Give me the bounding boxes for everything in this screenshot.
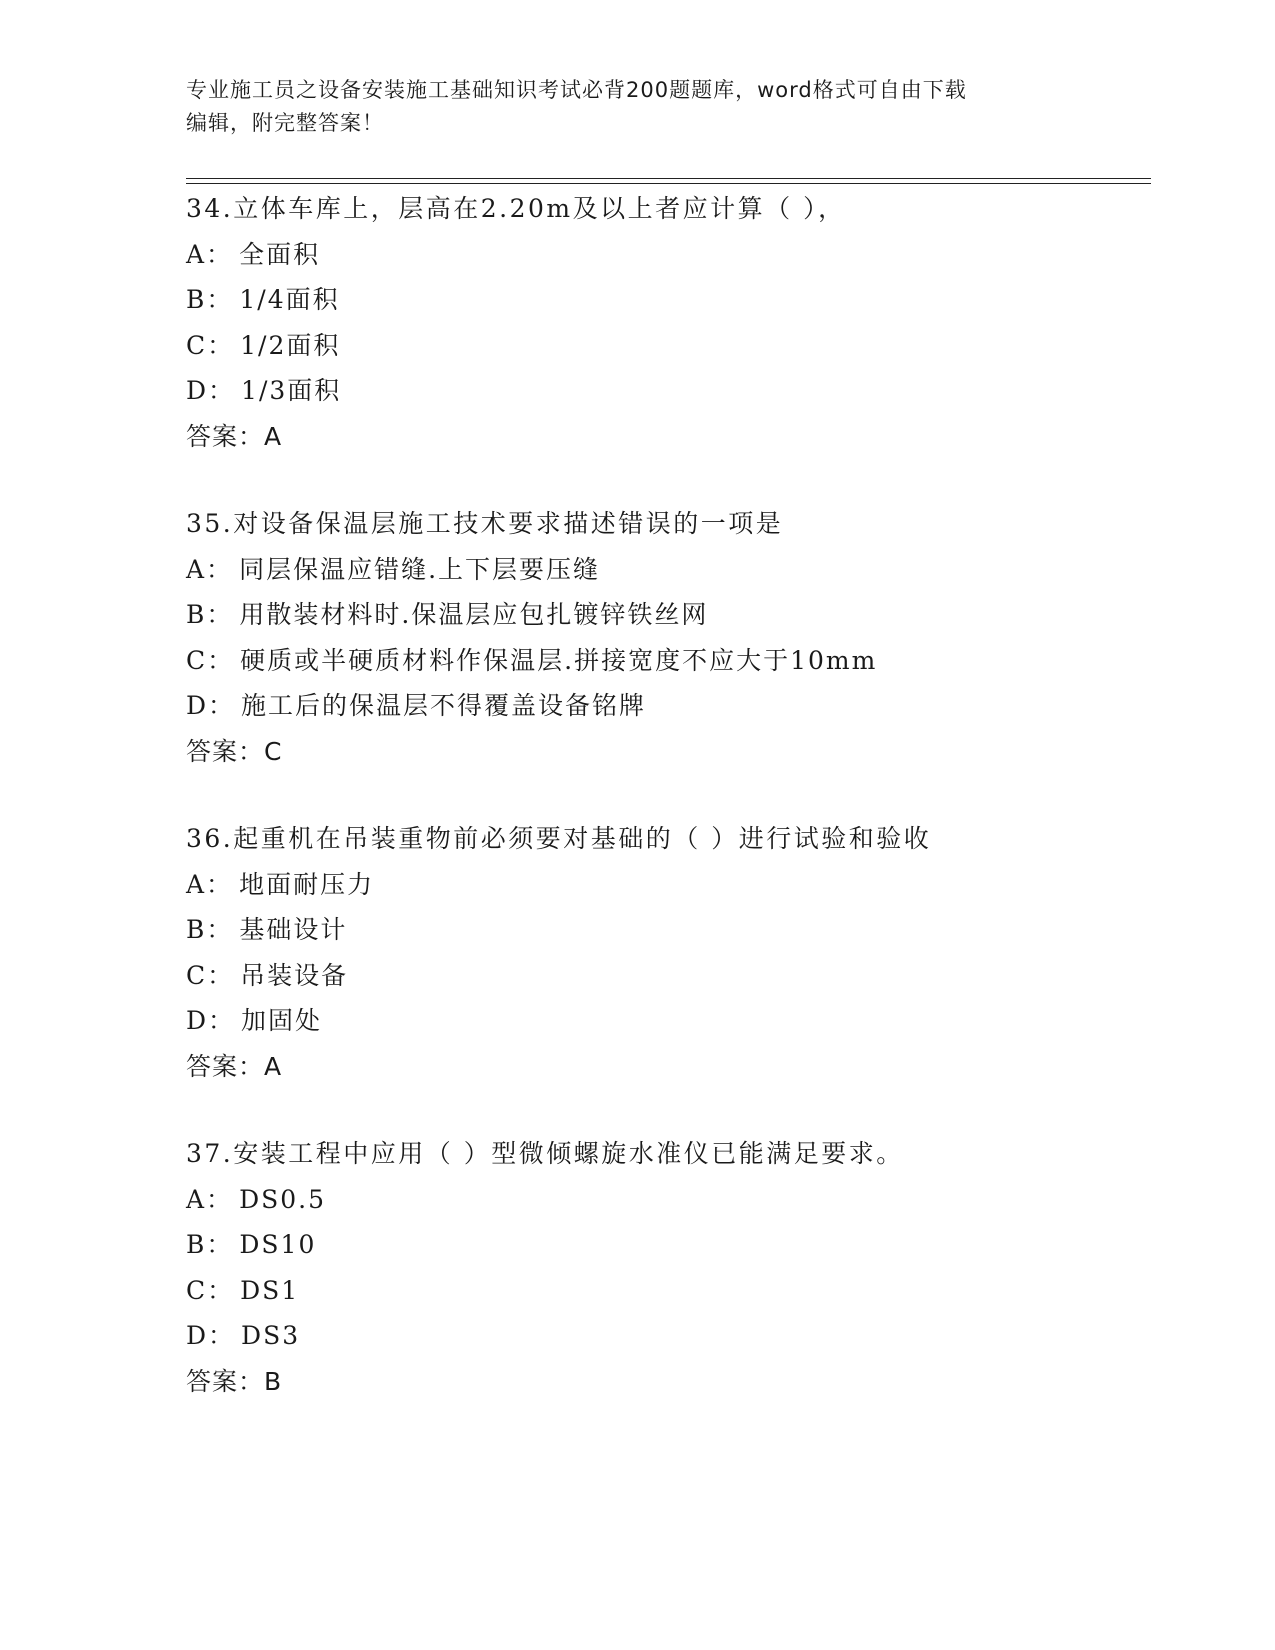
- option-c: [186, 1268, 1146, 1314]
- option-key: A：: [186, 239, 234, 269]
- option-text: 施工后的保温层不得覆盖设备铭牌: [241, 691, 647, 720]
- option-key: D：: [186, 1321, 236, 1350]
- option-key: C：: [186, 645, 235, 675]
- option-key: C：: [186, 1275, 235, 1305]
- option-key: D：: [186, 376, 236, 405]
- option-b: [186, 1222, 1146, 1268]
- question-stem: 35.对设备保温层施工技术要求描述错误的一项是: [186, 509, 784, 538]
- option-key: D：: [186, 691, 236, 720]
- option-key: B：: [186, 285, 234, 314]
- option-key: C：: [186, 330, 235, 360]
- document-header: [186, 74, 1086, 140]
- header-divider-bottom: [186, 183, 1151, 184]
- option-a: [186, 547, 1146, 593]
- question-stem: 36.起重机在吊装重物前必须要对基础的（ ）进行试验和验收: [186, 824, 932, 853]
- question-34: [186, 186, 1146, 459]
- option-text: 1/4面积: [239, 285, 340, 314]
- answer-line: 答案：A: [186, 421, 283, 451]
- question-stem: 34.立体车库上，层高在2.20m及以上者应计算（ ），: [186, 194, 846, 223]
- option-key: B：: [186, 1230, 234, 1259]
- option-text: 同层保温应错缝.上下层要压缝: [239, 554, 601, 584]
- option-b: [186, 592, 1146, 638]
- question-35: [186, 501, 1146, 774]
- answer-line: 答案：B: [186, 1366, 283, 1396]
- option-text: 地面耐压力: [239, 869, 375, 899]
- option-key: C：: [186, 960, 235, 990]
- header-divider-top: [186, 178, 1151, 179]
- header-line-2: 编辑，附完整答案！: [186, 111, 384, 135]
- option-text: DS1: [240, 1275, 300, 1305]
- option-text: DS10: [239, 1230, 317, 1259]
- option-d: [186, 368, 1146, 414]
- option-text: 硬质或半硬质材料作保温层.拼接宽度不应大于10mm: [240, 645, 878, 675]
- option-text: 用散装材料时.保温层应包扎镀锌铁丝网: [239, 600, 709, 629]
- option-text: 1/3面积: [241, 376, 342, 405]
- answer-line: 答案：C: [186, 736, 283, 766]
- option-key: B：: [186, 915, 234, 944]
- option-text: 1/2面积: [240, 330, 341, 360]
- option-d: [186, 998, 1146, 1044]
- option-text: 全面积: [239, 239, 321, 269]
- option-key: D：: [186, 1006, 236, 1035]
- option-key: B：: [186, 600, 234, 629]
- option-text: 基础设计: [239, 915, 348, 944]
- question-37: [186, 1131, 1146, 1404]
- option-c: [186, 323, 1146, 369]
- option-a: [186, 232, 1146, 278]
- option-b: [186, 277, 1146, 323]
- option-key: A：: [186, 554, 234, 584]
- option-d: [186, 683, 1146, 729]
- option-d: [186, 1313, 1146, 1359]
- option-text: 吊装设备: [240, 960, 349, 990]
- question-36: [186, 816, 1146, 1089]
- option-c: [186, 953, 1146, 999]
- option-key: A：: [186, 1184, 234, 1214]
- option-a: [186, 1177, 1146, 1223]
- question-stem: 37.安装工程中应用（ ）型微倾螺旋水准仪已能满足要求。: [186, 1139, 904, 1168]
- option-key: A：: [186, 869, 234, 899]
- answer-line: 答案：A: [186, 1051, 283, 1081]
- header-line-1: 专业施工员之设备安装施工基础知识考试必背200题题库，word格式可自由下载: [186, 78, 967, 102]
- option-text: 加固处: [241, 1006, 323, 1035]
- option-text: DS0.5: [239, 1184, 326, 1214]
- option-a: [186, 862, 1146, 908]
- option-c: [186, 638, 1146, 684]
- option-b: [186, 907, 1146, 953]
- option-text: DS3: [241, 1321, 301, 1350]
